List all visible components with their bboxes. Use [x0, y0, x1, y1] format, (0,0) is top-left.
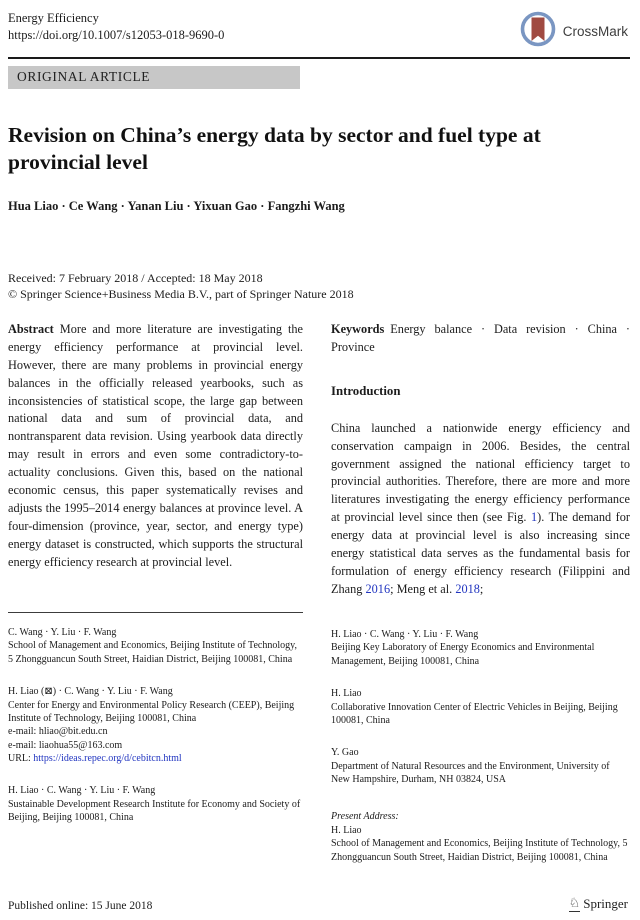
header-rule	[8, 57, 630, 59]
url-label: URL:	[8, 753, 34, 765]
repec-url-link[interactable]: https://ideas.repec.org/d/cebitcn.html	[33, 753, 182, 765]
abstract-paragraph	[8, 321, 303, 571]
affiliation-names: H. Liao	[331, 688, 362, 700]
crossmark-label: CrossMark	[562, 24, 628, 39]
article-type-label: ORIGINAL ARTICLE	[17, 69, 151, 84]
affiliation-address: Sustainable Development Research Institute for Economy and Society of Beijing, Beijing 100081, China	[8, 798, 301, 824]
affiliation-address: Center for Energy and Environmental Policy Research (CEEP), Beijing Institute of Technology, Beijing 100081, China	[8, 699, 295, 724]
affiliation-block	[331, 687, 630, 727]
affiliation-names: H. Liao	[331, 824, 362, 836]
author-list: Hua Liao · Ce Wang · Yanan Liu · Yixuan Gao · Fangzhi Wang	[8, 199, 345, 214]
abstract-text: More and more literature are investigating the energy efficiency performance at provincial level. However, there are many problems in provincial energy balances in the officially released yearbooks, such as inconsistencies of statistical scope, the large gap between national data and sum of provincial data, and nontransparent data revision. Using yearbook data directly may result in errors and even some contradictory-to-actuality conclusions. Given this, based on the national economic census, this paper systematically revises and adjusts the 1995–2014 energy balances at province level. A four-dimension (province, year, sector, and energy type) energy dataset is constructed, which supports the structural energy efficiency research at provincial level.	[8, 321, 303, 569]
citation-2018-link[interactable]: 2018	[455, 581, 480, 596]
introduction-heading: Introduction	[331, 383, 401, 398]
crossmark-badge[interactable]	[519, 10, 628, 53]
email-line: e-mail: hliao@bit.edu.cn	[8, 726, 108, 738]
keywords-label: Keywords	[331, 321, 385, 336]
affiliation-block	[331, 746, 630, 786]
affiliation-address: Collaborative Innovation Center of Electric Vehicles in Beijing, Beijing 100081, China	[331, 701, 618, 726]
email-line: e-mail: liaohua55@163.com	[8, 739, 123, 751]
affiliation-block	[331, 628, 630, 668]
keywords-paragraph	[331, 321, 630, 357]
affiliation-names: H. Liao · C. Wang · Y. Liu · F. Wang	[331, 628, 479, 640]
article-type-banner	[8, 66, 300, 89]
springer-wordmark: Springer	[583, 896, 628, 911]
page-footer	[8, 896, 628, 912]
citation-2016-link[interactable]: 2016	[365, 581, 391, 596]
affiliation-names: H. Liao · C. Wang · Y. Liu · F. Wang	[8, 785, 156, 797]
abstract-column	[8, 321, 303, 612]
springer-knight-icon: ♘	[568, 896, 581, 911]
abstract-label: Abstract	[8, 321, 54, 336]
affiliations-right-column	[331, 612, 630, 883]
affiliation-address: Department of Natural Resources and the Environment, University of New Hampshire, Durham, NH 03824, USA	[331, 760, 610, 786]
intro-seg-2: ). The demand for energy data at provincial level is also increasing since energy statistical data serves as the fundamental basis for formulation of energy efficiency research (Filippini and Zhang	[331, 510, 630, 596]
affiliation-names: Y. Gao	[331, 747, 359, 759]
affiliation-block	[8, 685, 303, 765]
figure-1-link[interactable]: 1	[530, 510, 538, 525]
received-accepted: Received: 7 February 2018 / Accepted: 18 May 2018	[8, 270, 263, 285]
crossmark-icon	[519, 10, 557, 53]
affiliation-block	[8, 784, 303, 824]
journal-name: Energy Efficiency	[8, 11, 99, 25]
main-columns	[8, 321, 630, 612]
intro-column	[331, 321, 630, 612]
dates-block	[8, 270, 630, 302]
published-online: Published online: 15 June 2018	[8, 900, 153, 912]
affiliation-block	[8, 626, 303, 666]
affiliation-block-present-address	[331, 810, 630, 864]
journal-header	[8, 10, 224, 43]
affiliation-address: Beijing Key Laboratory of Energy Economics and Environmental Management, Beijing 100081, China	[331, 642, 595, 667]
affiliation-names: H. Liao (⊠) · C. Wang · Y. Liu · F. Wang	[8, 686, 173, 698]
copyright-line: © Springer Science+Business Media B.V., part of Springer Nature 2018	[8, 286, 354, 301]
doi-text: https://doi.org/10.1007/s12053-018-9690-0	[8, 27, 225, 42]
affiliation-address: School of Management and Economics, Beijing Institute of Technology, 5 Zhongguancun South Street, Haidian District, Beijing 100081, China	[8, 640, 297, 665]
introduction-paragraph	[331, 420, 630, 599]
affiliations-area	[8, 612, 630, 883]
url-line	[8, 752, 303, 765]
intro-seg-4: ;	[479, 581, 484, 596]
present-address-label: Present Address:	[331, 811, 399, 823]
affiliations-left-column	[8, 612, 303, 883]
springer-logo	[569, 896, 628, 912]
page-header	[8, 10, 630, 53]
affiliation-names: C. Wang · Y. Liu · F. Wang	[8, 626, 117, 638]
intro-seg-3: ; Meng et al.	[390, 581, 456, 596]
intro-seg-1: China launched a nationwide energy efficiency and conservation campaign in 2006. Besides, the central government assigned the national efficiency target to provincial authorities. Therefore, there are more and more literatures investigating the energy efficiency performance at provincial level since then (see Fig.	[331, 420, 630, 525]
paper-title: Revision on China’s energy data by sector and fuel type at provincial level	[8, 123, 541, 174]
keywords-text: Energy balance · Data revision · China · Province	[331, 321, 630, 354]
affiliation-address: School of Management and Economics, Beijing Institute of Technology, 5 Zhongguancun South Street, Haidian District, Beijing 100081, China	[331, 838, 628, 863]
